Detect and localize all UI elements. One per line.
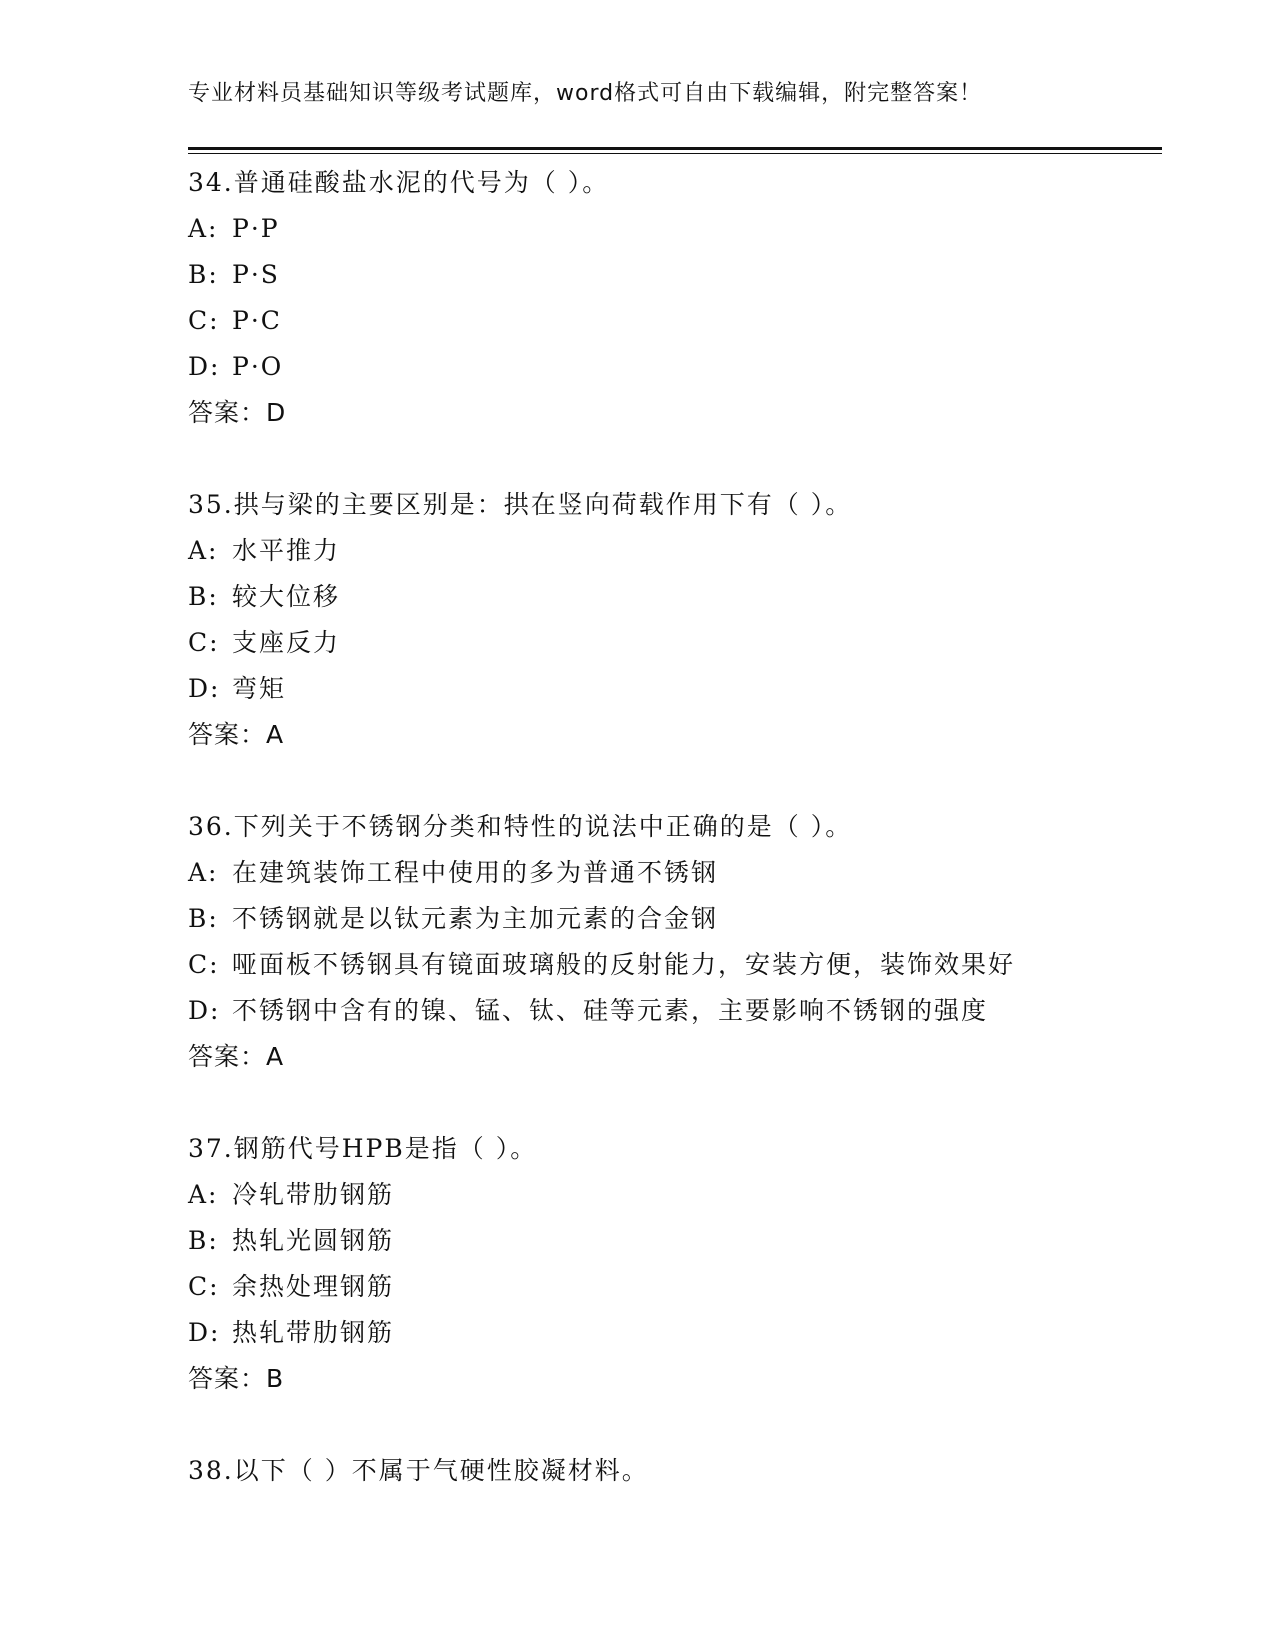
option-b bbox=[188, 1218, 1148, 1264]
option-key: B: bbox=[188, 1226, 219, 1255]
option-text: 不锈钢就是以钛元素为主加元素的合金钢 bbox=[232, 904, 719, 933]
option-a bbox=[188, 850, 1148, 896]
option-text: P·S bbox=[232, 260, 280, 289]
question-stem: 36.下列关于不锈钢分类和特性的说法中正确的是（ ）。 bbox=[188, 812, 853, 841]
option-text: 热轧带肋钢筋 bbox=[232, 1318, 395, 1347]
question-list bbox=[188, 160, 1148, 1540]
option-d bbox=[188, 988, 1148, 1034]
answer-line: 答案：A bbox=[188, 720, 285, 749]
option-a bbox=[188, 528, 1148, 574]
answer-line: 答案：B bbox=[188, 1364, 285, 1393]
option-b bbox=[188, 896, 1148, 942]
answer-line: 答案：D bbox=[188, 398, 287, 427]
option-text: 不锈钢中含有的镍、锰、钛、硅等元素，主要影响不锈钢的强度 bbox=[232, 996, 989, 1025]
option-c bbox=[188, 620, 1148, 666]
option-key: D: bbox=[188, 996, 221, 1025]
question-36 bbox=[188, 804, 1148, 1080]
option-text: P·C bbox=[232, 306, 282, 335]
option-c bbox=[188, 298, 1148, 344]
option-key: C: bbox=[188, 306, 220, 335]
option-a bbox=[188, 1172, 1148, 1218]
option-text: 水平推力 bbox=[232, 536, 341, 565]
question-stem: 37.钢筋代号HPB是指（ ）。 bbox=[188, 1134, 538, 1163]
option-text: 在建筑装饰工程中使用的多为普通不锈钢 bbox=[232, 858, 719, 887]
question-stem: 35.拱与梁的主要区别是：拱在竖向荷载作用下有（ ）。 bbox=[188, 490, 853, 519]
option-key: A: bbox=[188, 1180, 219, 1209]
option-key: B: bbox=[188, 260, 219, 289]
option-key: B: bbox=[188, 904, 219, 933]
option-b bbox=[188, 252, 1148, 298]
option-text: 较大位移 bbox=[232, 582, 341, 611]
question-38 bbox=[188, 1448, 1148, 1494]
option-c bbox=[188, 942, 1148, 988]
question-stem: 38.以下（ ）不属于气硬性胶凝材料。 bbox=[188, 1456, 649, 1485]
option-key: B: bbox=[188, 582, 219, 611]
question-stem: 34.普通硅酸盐水泥的代号为（ ）。 bbox=[188, 168, 610, 197]
question-37 bbox=[188, 1126, 1148, 1402]
header-rule-thin bbox=[188, 153, 1162, 154]
answer-line: 答案：A bbox=[188, 1042, 285, 1071]
option-key: C: bbox=[188, 628, 220, 657]
option-text: 热轧光圆钢筋 bbox=[232, 1226, 395, 1255]
option-a bbox=[188, 206, 1148, 252]
option-text: 哑面板不锈钢具有镜面玻璃般的反射能力，安装方便，装饰效果好 bbox=[232, 950, 1016, 979]
option-key: D: bbox=[188, 352, 221, 381]
option-key: D: bbox=[188, 1318, 221, 1347]
option-c bbox=[188, 1264, 1148, 1310]
option-key: C: bbox=[188, 950, 220, 979]
option-key: A: bbox=[188, 214, 219, 243]
option-key: A: bbox=[188, 536, 219, 565]
question-35 bbox=[188, 482, 1148, 758]
option-text: 弯矩 bbox=[232, 674, 287, 703]
option-text: P·O bbox=[232, 352, 284, 381]
page-header: 专业材料员基础知识等级考试题库，word格式可自由下载编辑，附完整答案！ bbox=[188, 81, 983, 106]
option-text: 冷轧带肋钢筋 bbox=[232, 1180, 395, 1209]
option-text: 支座反力 bbox=[232, 628, 341, 657]
option-text: P·P bbox=[232, 214, 280, 243]
question-34 bbox=[188, 160, 1148, 436]
option-key: A: bbox=[188, 858, 219, 887]
option-key: C: bbox=[188, 1272, 220, 1301]
option-key: D: bbox=[188, 674, 221, 703]
header-rule-thick bbox=[188, 147, 1162, 150]
option-text: 余热处理钢筋 bbox=[232, 1272, 395, 1301]
option-d bbox=[188, 666, 1148, 712]
option-b bbox=[188, 574, 1148, 620]
option-d bbox=[188, 1310, 1148, 1356]
option-d bbox=[188, 344, 1148, 390]
